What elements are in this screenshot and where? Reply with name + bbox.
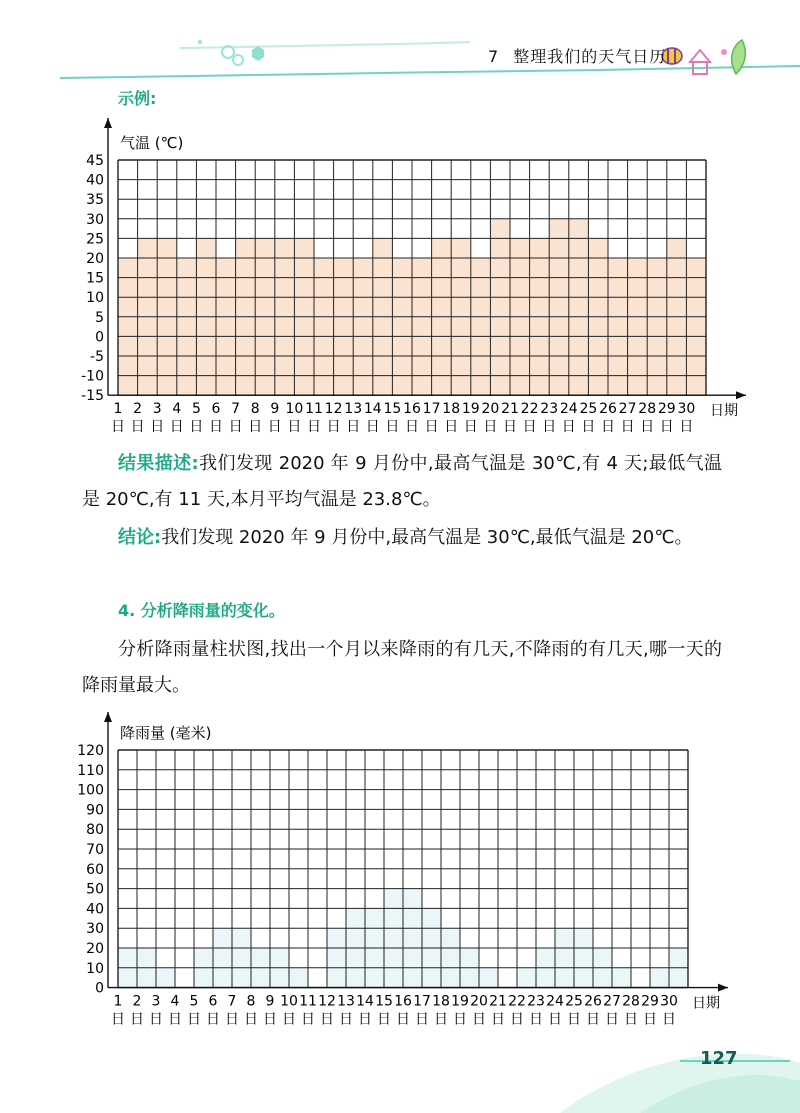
x-tick-label: 10 xyxy=(280,993,298,1010)
x-tick-label: 11 xyxy=(305,401,323,418)
x-tick-label: 1 xyxy=(113,401,123,418)
x-tick-day-suffix: 日 xyxy=(542,419,557,436)
y-axis-arrow xyxy=(104,118,112,128)
leaf-icon xyxy=(721,40,745,74)
x-tick-label: 15 xyxy=(375,993,393,1010)
x-tick-day-suffix: 日 xyxy=(385,419,400,436)
chart-bar xyxy=(289,968,308,988)
x-tick-day-suffix: 日 xyxy=(263,1011,277,1028)
x-tick-label: 16 xyxy=(403,401,421,418)
y-tick-label: 0 xyxy=(95,329,104,346)
rainfall-chart xyxy=(0,708,800,1048)
x-tick-label: 25 xyxy=(579,401,598,418)
chart-bar xyxy=(403,889,422,988)
conclusion-paragraph xyxy=(82,520,722,556)
x-tick-label: 14 xyxy=(356,993,374,1010)
x-tick-day-suffix: 日 xyxy=(149,1011,163,1028)
y-tick-label: 45 xyxy=(86,153,104,169)
y-tick-label: 120 xyxy=(77,743,104,759)
x-tick-label: 7 xyxy=(227,993,237,1010)
y-tick-label: 0 xyxy=(95,980,104,997)
x-tick-day-suffix: 日 xyxy=(187,1011,201,1028)
y-tick-label: 10 xyxy=(86,290,104,307)
x-tick-day-suffix: 日 xyxy=(640,419,655,436)
chart-bar xyxy=(177,258,197,395)
y-tick-label: 30 xyxy=(86,921,104,938)
y-tick-label: 30 xyxy=(86,211,104,228)
x-tick-label: 18 xyxy=(432,993,450,1010)
x-tick-label: 16 xyxy=(394,993,412,1010)
x-tick-label: 4 xyxy=(172,401,182,418)
x-tick-label: 15 xyxy=(383,401,402,418)
y-tick-label: 20 xyxy=(86,251,104,267)
result-paragraph xyxy=(82,446,722,518)
y-tick-label: 40 xyxy=(86,901,104,918)
chart-bar xyxy=(392,258,412,395)
y-tick-label: 100 xyxy=(77,782,104,799)
x-tick-day-suffix: 日 xyxy=(244,1011,258,1028)
x-tick-label: 4 xyxy=(170,993,180,1010)
x-tick-day-suffix: 日 xyxy=(206,1011,220,1028)
header-decoration xyxy=(0,0,800,90)
x-tick-label: 17 xyxy=(413,993,431,1010)
x-tick-label: 21 xyxy=(489,993,507,1010)
x-tick-day-suffix: 日 xyxy=(434,1011,448,1028)
x-tick-label: 10 xyxy=(285,401,304,418)
x-tick-label: 24 xyxy=(559,401,578,418)
y-tick-label: 5 xyxy=(95,309,104,326)
x-tick-label: 19 xyxy=(451,993,469,1010)
page-header xyxy=(0,0,800,90)
x-tick-label: 9 xyxy=(265,993,275,1010)
x-tick-day-suffix: 日 xyxy=(679,419,694,436)
chart-bar xyxy=(327,928,346,987)
chart-bar xyxy=(569,219,589,395)
x-tick-day-suffix: 日 xyxy=(567,1011,581,1028)
x-tick-label: 13 xyxy=(344,401,363,418)
x-tick-label: 22 xyxy=(520,401,539,418)
section4-text: 分析降雨量柱状图,找出一个月以来降雨的有几天,不降雨的有几天,哪一天的降雨量最大。 xyxy=(82,639,722,696)
x-tick-label: 18 xyxy=(442,401,461,418)
result-text: 我们发现 2020 年 9 月份中,最高气温是 30℃,有 4 天;最低气温是 20℃,有 11 天,本月平均气温是 23.8℃。 xyxy=(82,453,722,510)
x-tick-label: 13 xyxy=(337,993,355,1010)
x-tick-day-suffix: 日 xyxy=(415,1011,429,1028)
y-axis-label: 降雨量 (毫米) xyxy=(120,724,212,742)
chart-bar xyxy=(628,258,648,395)
x-tick-day-suffix: 日 xyxy=(287,419,302,436)
x-tick-label: 23 xyxy=(540,401,559,418)
x-tick-day-suffix: 日 xyxy=(282,1011,296,1028)
y-tick-label: 10 xyxy=(86,960,104,977)
x-tick-label: 9 xyxy=(270,401,280,418)
x-tick-label: 8 xyxy=(250,401,260,418)
x-tick-day-suffix: 日 xyxy=(168,1011,182,1028)
x-tick-day-suffix: 日 xyxy=(228,419,243,436)
example-label: 示例: xyxy=(118,89,157,108)
section4-paragraph xyxy=(82,632,722,704)
x-tick-day-suffix: 日 xyxy=(643,1011,657,1028)
x-tick-day-suffix: 日 xyxy=(150,419,165,436)
x-tick-label: 29 xyxy=(641,993,659,1010)
chart-bar xyxy=(608,258,628,395)
page-number: 127 xyxy=(700,1048,738,1069)
x-tick-label: 20 xyxy=(481,401,500,418)
x-tick-day-suffix: 日 xyxy=(307,419,321,436)
x-tick-day-suffix: 日 xyxy=(444,419,459,436)
chart-bar xyxy=(232,928,251,987)
chart-bar xyxy=(353,258,373,395)
chart-bar xyxy=(574,928,593,987)
x-tick-day-suffix: 日 xyxy=(463,419,478,436)
x-tick-day-suffix: 日 xyxy=(491,1011,505,1028)
x-axis-label: 日期 xyxy=(710,403,738,420)
chart-bar xyxy=(118,258,138,395)
y-tick-label: 20 xyxy=(86,941,104,957)
chart-bar xyxy=(479,968,498,988)
y-tick-label: 70 xyxy=(86,842,104,858)
y-tick-label: 35 xyxy=(86,192,104,209)
x-tick-label: 6 xyxy=(208,993,218,1010)
chart-bar xyxy=(686,258,706,395)
y-tick-label: -15 xyxy=(81,388,104,405)
x-tick-day-suffix: 日 xyxy=(248,419,263,436)
x-tick-label: 28 xyxy=(622,993,640,1010)
x-tick-label: 17 xyxy=(422,401,441,418)
x-axis-arrow xyxy=(718,984,728,992)
x-tick-day-suffix: 日 xyxy=(267,419,282,436)
x-tick-label: 3 xyxy=(152,401,162,418)
x-tick-day-suffix: 日 xyxy=(209,419,223,436)
y-tick-label: 15 xyxy=(86,270,104,287)
x-tick-day-suffix: 日 xyxy=(601,419,615,436)
y-tick-label: 60 xyxy=(86,861,104,878)
y-tick-label: 25 xyxy=(86,231,104,248)
x-tick-day-suffix: 日 xyxy=(581,419,596,436)
x-tick-day-suffix: 日 xyxy=(377,1011,391,1028)
y-tick-label: 80 xyxy=(86,822,104,839)
x-tick-label: 3 xyxy=(151,993,161,1010)
x-tick-day-suffix: 日 xyxy=(405,419,419,436)
x-tick-label: 1 xyxy=(113,993,123,1010)
chart-bar xyxy=(650,968,669,988)
y-tick-label: 110 xyxy=(77,762,104,779)
x-tick-day-suffix: 日 xyxy=(586,1011,600,1028)
chart-bar xyxy=(549,219,569,395)
x-tick-label: 7 xyxy=(231,401,241,418)
y-tick-label: -5 xyxy=(90,349,104,365)
x-tick-day-suffix: 日 xyxy=(548,1011,562,1028)
chart-bar xyxy=(213,928,232,987)
house-icon xyxy=(690,50,710,74)
x-tick-label: 22 xyxy=(508,993,526,1010)
x-tick-label: 28 xyxy=(638,401,657,418)
x-tick-day-suffix: 日 xyxy=(189,419,204,436)
x-tick-label: 11 xyxy=(299,993,317,1010)
x-tick-label: 2 xyxy=(132,993,142,1010)
x-tick-day-suffix: 日 xyxy=(169,419,184,436)
x-tick-label: 25 xyxy=(565,993,583,1010)
x-tick-label: 2 xyxy=(133,401,143,418)
x-tick-day-suffix: 日 xyxy=(225,1011,239,1028)
y-axis-arrow xyxy=(104,712,112,722)
x-tick-day-suffix: 日 xyxy=(339,1011,353,1028)
x-tick-label: 5 xyxy=(189,993,199,1010)
x-tick-day-suffix: 日 xyxy=(662,1011,676,1028)
x-tick-day-suffix: 日 xyxy=(624,1011,638,1028)
chart-bar xyxy=(314,258,334,395)
x-tick-day-suffix: 日 xyxy=(346,419,361,436)
x-tick-day-suffix: 日 xyxy=(365,419,380,436)
conclusion-label: 结论: xyxy=(118,527,162,548)
x-tick-day-suffix: 日 xyxy=(605,1011,619,1028)
x-tick-label: 21 xyxy=(501,401,519,418)
result-label: 结果描述: xyxy=(118,453,199,474)
x-tick-day-suffix: 日 xyxy=(503,419,517,436)
x-tick-label: 26 xyxy=(599,401,617,418)
x-tick-day-suffix: 日 xyxy=(561,419,576,436)
x-tick-label: 19 xyxy=(461,401,480,418)
x-tick-day-suffix: 日 xyxy=(529,1011,543,1028)
x-tick-label: 27 xyxy=(603,993,621,1010)
x-tick-day-suffix: 日 xyxy=(472,1011,486,1028)
x-tick-day-suffix: 日 xyxy=(111,419,125,436)
x-tick-day-suffix: 日 xyxy=(510,1011,524,1028)
x-tick-label: 27 xyxy=(618,401,637,418)
x-tick-day-suffix: 日 xyxy=(453,1011,467,1028)
chart-bar xyxy=(334,258,354,395)
x-tick-label: 12 xyxy=(324,401,343,418)
chart-bar xyxy=(647,258,667,395)
x-tick-day-suffix: 日 xyxy=(301,1011,315,1028)
x-tick-day-suffix: 日 xyxy=(620,419,635,436)
x-tick-day-suffix: 日 xyxy=(522,419,537,436)
footer-decoration xyxy=(0,1033,800,1113)
x-tick-label: 6 xyxy=(211,401,221,418)
section4-title: 4. 分析降雨量的变化。 xyxy=(118,601,285,620)
chart-bar xyxy=(490,219,510,395)
x-tick-label: 30 xyxy=(677,401,696,418)
x-tick-label: 14 xyxy=(363,401,382,418)
x-tick-day-suffix: 日 xyxy=(111,1011,125,1028)
x-axis-label: 日期 xyxy=(692,995,720,1012)
x-tick-label: 26 xyxy=(584,993,602,1010)
x-axis-arrow xyxy=(736,391,746,399)
chart-bar xyxy=(471,258,491,395)
y-tick-label: 50 xyxy=(86,881,104,898)
x-tick-label: 20 xyxy=(470,993,488,1010)
y-tick-label: -10 xyxy=(81,368,104,385)
chart-bar xyxy=(555,928,574,987)
chart-bar xyxy=(156,968,175,988)
x-tick-label: 8 xyxy=(246,993,256,1010)
x-tick-day-suffix: 日 xyxy=(130,1011,144,1028)
chapter-title: 整理我们的天气日历 xyxy=(513,47,667,66)
x-tick-label: 29 xyxy=(657,401,676,418)
chart-bar xyxy=(612,968,631,988)
chart-bar xyxy=(412,258,432,395)
x-tick-label: 24 xyxy=(546,993,564,1010)
conclusion-text: 我们发现 2020 年 9 月份中,最高气温是 30℃,最低气温是 20℃。 xyxy=(161,527,693,548)
x-tick-day-suffix: 日 xyxy=(659,419,674,436)
x-tick-day-suffix: 日 xyxy=(326,419,341,436)
x-tick-day-suffix: 日 xyxy=(483,419,498,436)
y-axis-label: 气温 (℃) xyxy=(120,134,184,152)
chart-bar xyxy=(517,968,536,988)
chart-bar xyxy=(441,928,460,987)
chart-bar xyxy=(384,889,403,988)
x-tick-label: 23 xyxy=(527,993,545,1010)
x-tick-day-suffix: 日 xyxy=(424,419,439,436)
chart-bar xyxy=(216,258,236,395)
y-tick-label: 90 xyxy=(86,802,104,819)
x-tick-label: 12 xyxy=(318,993,336,1010)
chapter-number: 7 xyxy=(488,47,500,66)
x-tick-label: 30 xyxy=(660,993,678,1010)
x-tick-day-suffix: 日 xyxy=(320,1011,334,1028)
x-tick-day-suffix: 日 xyxy=(358,1011,372,1028)
x-tick-day-suffix: 日 xyxy=(130,419,145,436)
chapter-heading xyxy=(488,44,666,67)
y-tick-label: 40 xyxy=(86,172,104,189)
x-tick-label: 5 xyxy=(191,401,201,418)
x-tick-day-suffix: 日 xyxy=(396,1011,410,1028)
